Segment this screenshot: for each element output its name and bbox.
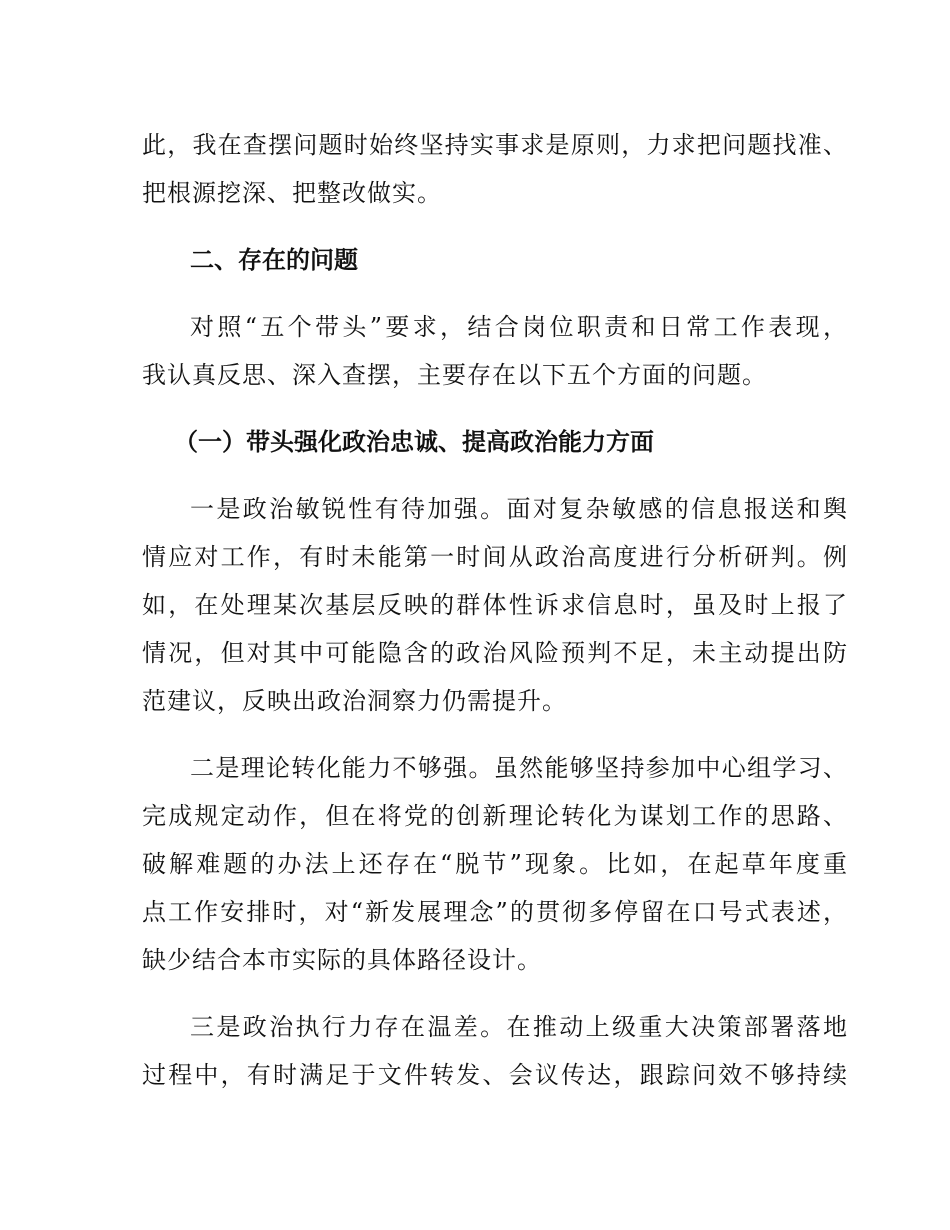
text-line: 二是理论转化能力不够强。虽然能够坚持参加中心组学习、 [190,754,848,782]
text-line: 范建议，反映出政治洞察力仍需提升。 [142,687,567,715]
text-line: 此，我在查摆问题时始终坚持实事求是原则，力求把问题找准、 [142,131,848,159]
text-line: 我认真反思、深入查摆，主要存在以下五个方面的问题。 [142,361,767,389]
text-line: 情况，但对其中可能隐含的政治风险预判不足，未主动提出防 [142,639,848,667]
text-line: 完成规定动作，但在将党的创新理论转化为谋划工作的思路、 [142,802,848,830]
text-line: 把根源挖深、把整改做实。 [142,179,442,207]
text-line: 如，在处理某次基层反映的群体性诉求信息时，虽及时上报了 [142,591,848,619]
text-line: 情应对工作，有时未能第一时间从政治高度进行分析研判。例 [142,543,848,571]
section-heading [142,236,848,284]
text-line: 破解难题的办法上还存在“脱节”现象。比如，在起草年度重 [142,850,848,878]
paragraph [142,121,848,217]
text-line: 三是政治执行力存在温差。在推动上级重大决策部署落地 [190,1013,848,1041]
text-line: 二、存在的问题 [190,246,358,274]
text-line: 对照“五个带头”要求，结合岗位职责和日常工作表现， [190,313,848,341]
paragraph [142,744,848,984]
text-line: 缺少结合本市实际的具体路径设计。 [142,946,542,974]
text-line: （一）带头强化政治忠诚、提高政治能力方面 [174,428,654,456]
paragraph [142,1003,848,1099]
paragraph [142,485,848,725]
text-line: 过程中，有时满足于文件转发、会议传达，跟踪问效不够持续 [142,1061,848,1089]
document-page [142,121,848,1118]
text-line: 一是政治敏锐性有待加强。面对复杂敏感的信息报送和舆 [190,495,848,523]
paragraph [142,303,848,399]
subsection-heading [142,418,848,466]
text-line: 点工作安排时，对“新发展理念”的贯彻多停留在口号式表述， [142,898,848,926]
